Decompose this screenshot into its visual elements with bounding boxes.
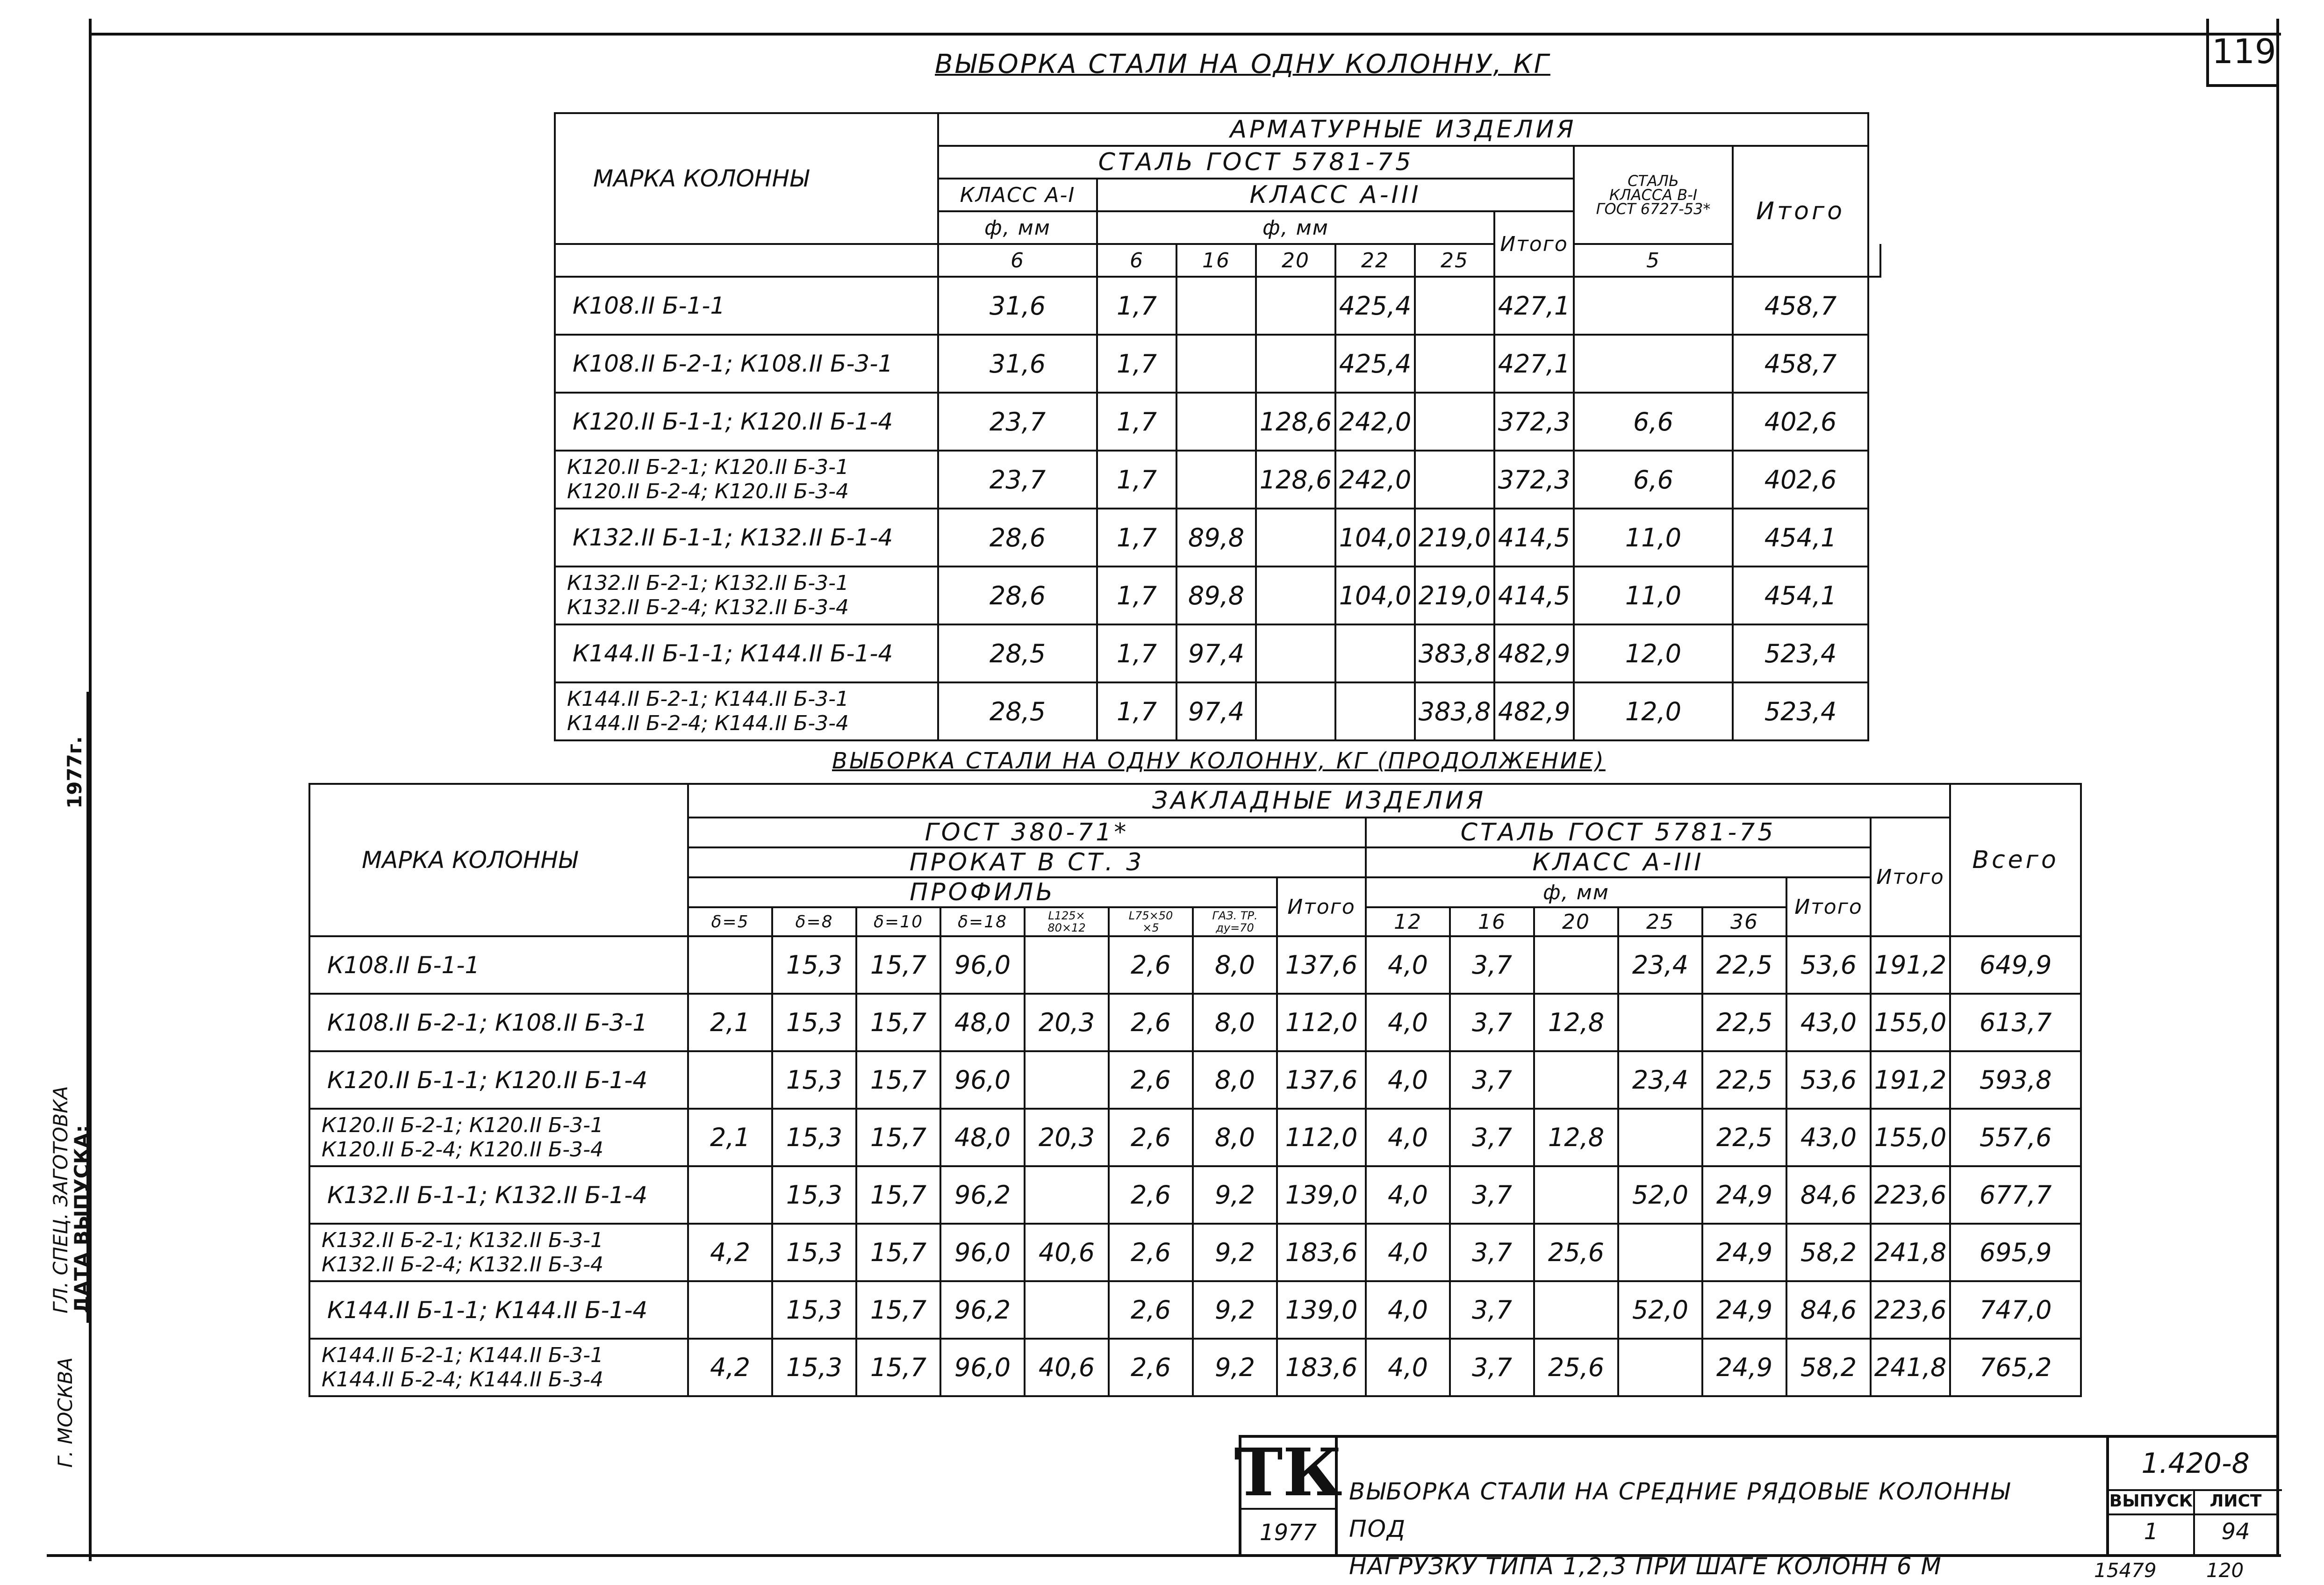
vypusk-label: ВЫПУСК	[2109, 1489, 2193, 1515]
value-cell: 6,6	[1574, 393, 1733, 451]
value-cell: 4,0	[1366, 1339, 1450, 1396]
value-cell	[1335, 682, 1415, 740]
value-cell	[1618, 1224, 1702, 1281]
t2-profile-col: δ=5	[688, 907, 772, 936]
list-value: 94	[2221, 1519, 2250, 1545]
value-cell	[1176, 393, 1256, 451]
t2-itogo-prof-header: Итого	[1277, 877, 1366, 936]
value-cell: 191,2	[1871, 1051, 1950, 1109]
value-cell: 402,6	[1733, 451, 1868, 509]
value-cell: 12,8	[1534, 1109, 1618, 1166]
t2-steel5781-header: СТАЛЬ ГОСТ 5781-75	[1366, 818, 1871, 847]
value-cell: 2,6	[1109, 1224, 1193, 1281]
value-cell	[1025, 936, 1109, 994]
value-cell: 40,6	[1025, 1224, 1109, 1281]
value-cell: 15,3	[772, 1166, 856, 1224]
value-cell: 104,0	[1335, 567, 1415, 624]
t2-profile-col: ГАЗ. ТР. ду=70	[1193, 907, 1277, 936]
vypusk-cell	[2106, 1489, 2195, 1557]
t1-group-header: АРМАТУРНЫЕ ИЗДЕЛИЯ	[938, 113, 1868, 146]
t1-diam-a3: 16	[1176, 244, 1256, 277]
value-cell	[1534, 936, 1618, 994]
t1-steel-b1-header: СТАЛЬ КЛАССА В-I ГОСТ 6727-53*	[1574, 146, 1733, 244]
value-cell: 97,4	[1176, 682, 1256, 740]
value-cell: 242,0	[1335, 393, 1415, 451]
t2-profile-col: δ=18	[940, 907, 1025, 936]
t2-itogo-a3-header: Итого	[1786, 877, 1871, 936]
value-cell: 2,6	[1109, 1339, 1193, 1396]
value-cell: 96,2	[940, 1166, 1025, 1224]
value-cell: 84,6	[1786, 1281, 1871, 1339]
table-row	[309, 1051, 2081, 1109]
value-cell: 15,3	[772, 936, 856, 994]
column-mark-cell: К108.II Б-1-1	[309, 936, 688, 994]
value-cell: 15,3	[772, 994, 856, 1051]
value-cell: 11,0	[1574, 567, 1733, 624]
city-label: Г. МОСКВА	[54, 1357, 77, 1468]
value-cell: 593,8	[1950, 1051, 2081, 1109]
stamp-description: ВЫБОРКА СТАЛИ НА СРЕДНИЕ РЯДОВЫЕ КОЛОННЫ ПОД НАГРУЗКУ ТИПА 1,2,3 ПРИ ШАГЕ КОЛОНН 6 М	[1349, 1478, 2011, 1580]
t2-group-header: ЗАКЛАДНЫЕ ИЗДЕЛИЯ	[688, 784, 1950, 818]
t2-mark-header: МАРКА КОЛОННЫ	[309, 784, 688, 936]
value-cell: 58,2	[1786, 1339, 1871, 1396]
value-cell: 3,7	[1450, 1281, 1534, 1339]
column-mark-cell: К120.II Б-2-1; К120.II Б-3-1 К120.II Б-2-4; К120.II Б-3-4	[555, 451, 938, 509]
value-cell: 765,2	[1950, 1339, 2081, 1396]
column-mark-cell: К144.II Б-1-1; К144.II Б-1-4	[555, 624, 938, 682]
value-cell	[1256, 277, 1335, 335]
value-cell: 12,0	[1574, 682, 1733, 740]
value-cell: 3,7	[1450, 1109, 1534, 1166]
value-cell: 23,7	[938, 393, 1097, 451]
value-cell	[1534, 1051, 1618, 1109]
column-mark-cell: К108.II Б-2-1; К108.II Б-3-1	[309, 994, 688, 1051]
value-cell: 53,6	[1786, 936, 1871, 994]
value-cell: 4,0	[1366, 1051, 1450, 1109]
t2-diam-col: 36	[1702, 907, 1786, 936]
sheet-number: 119	[2206, 19, 2279, 87]
value-cell	[1025, 1166, 1109, 1224]
t2-diam-col: 16	[1450, 907, 1534, 936]
value-cell	[688, 936, 772, 994]
value-cell: 112,0	[1277, 1109, 1366, 1166]
value-cell: 52,0	[1618, 1281, 1702, 1339]
column-mark-cell: К144.II Б-2-1; К144.II Б-3-1 К144.II Б-2-4; К144.II Б-3-4	[309, 1339, 688, 1396]
value-cell: 15,7	[856, 1339, 940, 1396]
value-cell: 383,8	[1415, 682, 1494, 740]
value-cell	[1256, 624, 1335, 682]
value-cell: 48,0	[940, 1109, 1025, 1166]
value-cell: 96,0	[940, 1051, 1025, 1109]
value-cell: 9,2	[1193, 1281, 1277, 1339]
value-cell: 15,7	[856, 1109, 940, 1166]
t1-phi-a1: ф, мм	[938, 211, 1097, 244]
value-cell	[1415, 393, 1494, 451]
value-cell: 1,7	[1097, 451, 1176, 509]
value-cell	[1176, 451, 1256, 509]
vypusk-value: 1	[2144, 1519, 2159, 1545]
value-cell: 112,0	[1277, 994, 1366, 1051]
value-cell: 454,1	[1733, 509, 1868, 567]
t2-profil-header: ПРОФИЛЬ	[688, 877, 1277, 907]
value-cell: 15,7	[856, 1166, 940, 1224]
value-cell: 15,7	[856, 994, 940, 1051]
value-cell: 219,0	[1415, 567, 1494, 624]
value-cell: 28,6	[938, 509, 1097, 567]
table-row	[555, 335, 1880, 393]
value-cell: 23,4	[1618, 936, 1702, 994]
value-cell: 96,0	[940, 1339, 1025, 1396]
value-cell: 458,7	[1733, 335, 1868, 393]
value-cell: 414,5	[1494, 509, 1574, 567]
value-cell: 2,1	[688, 1109, 772, 1166]
value-cell: 3,7	[1450, 1339, 1534, 1396]
value-cell: 28,5	[938, 682, 1097, 740]
value-cell: 2,6	[1109, 1281, 1193, 1339]
value-cell: 24,9	[1702, 1224, 1786, 1281]
t2-phi-header: ф, мм	[1366, 877, 1786, 907]
t1-total-header: Итого	[1733, 146, 1868, 277]
value-cell: 24,9	[1702, 1166, 1786, 1224]
value-cell: 3,7	[1450, 936, 1534, 994]
value-cell: 242,0	[1335, 451, 1415, 509]
value-cell: 96,2	[940, 1281, 1025, 1339]
value-cell: 137,6	[1277, 936, 1366, 994]
value-cell: 482,9	[1494, 624, 1574, 682]
value-cell	[1256, 335, 1335, 393]
value-cell: 15,3	[772, 1224, 856, 1281]
value-cell: 104,0	[1335, 509, 1415, 567]
value-cell	[1415, 335, 1494, 393]
value-cell: 4,0	[1366, 994, 1450, 1051]
value-cell: 425,4	[1335, 277, 1415, 335]
t2-diam-col: 12	[1366, 907, 1450, 936]
value-cell: 28,5	[938, 624, 1097, 682]
value-cell: 372,3	[1494, 451, 1574, 509]
value-cell	[1618, 1109, 1702, 1166]
column-mark-cell: К144.II Б-1-1; К144.II Б-1-4	[309, 1281, 688, 1339]
value-cell: 2,6	[1109, 936, 1193, 994]
value-cell: 1,7	[1097, 393, 1176, 451]
table-row	[555, 567, 1880, 624]
table-row	[309, 1281, 2081, 1339]
value-cell: 613,7	[1950, 994, 2081, 1051]
footer-right-number: 120	[2206, 1559, 2244, 1582]
t1-diam-b1: 5	[1574, 244, 1733, 277]
value-cell: 97,4	[1176, 624, 1256, 682]
t1-itogo-a3-header: Итого	[1494, 211, 1574, 277]
value-cell	[1256, 509, 1335, 567]
value-cell: 139,0	[1277, 1281, 1366, 1339]
footer-left-number: 15479	[2094, 1559, 2157, 1582]
t1-diam-a3: 6	[1097, 244, 1176, 277]
value-cell	[1335, 624, 1415, 682]
value-cell: 53,6	[1786, 1051, 1871, 1109]
column-mark-cell: К132.II Б-1-1; К132.II Б-1-4	[309, 1166, 688, 1224]
value-cell: 427,1	[1494, 335, 1574, 393]
value-cell: 4,0	[1366, 1281, 1450, 1339]
value-cell: 31,6	[938, 277, 1097, 335]
value-cell: 557,6	[1950, 1109, 2081, 1166]
table-row	[309, 1339, 2081, 1396]
t1-class-a3-header: КЛАСС А-III	[1097, 179, 1574, 211]
value-cell: 96,0	[940, 1224, 1025, 1281]
value-cell: 155,0	[1871, 994, 1950, 1051]
value-cell: 96,0	[940, 936, 1025, 994]
value-cell: 4,2	[688, 1224, 772, 1281]
value-cell: 8,0	[1193, 1051, 1277, 1109]
side-year: 1977г.	[63, 736, 86, 809]
value-cell: 425,4	[1335, 335, 1415, 393]
table-row	[555, 509, 1880, 567]
t2-class-a3-header: КЛАСС А-III	[1366, 847, 1871, 877]
table-row	[309, 936, 2081, 994]
t1-dummy	[555, 244, 938, 277]
value-cell: 383,8	[1415, 624, 1494, 682]
value-cell: 20,3	[1025, 994, 1109, 1051]
value-cell: 23,7	[938, 451, 1097, 509]
column-mark-cell: К108.II Б-1-1	[555, 277, 938, 335]
value-cell	[1025, 1281, 1109, 1339]
value-cell: 482,9	[1494, 682, 1574, 740]
t2-itogo-header: Итого	[1871, 818, 1950, 936]
value-cell: 22,5	[1702, 1109, 1786, 1166]
value-cell	[1574, 335, 1733, 393]
t2-diam-col: 20	[1534, 907, 1618, 936]
value-cell	[1025, 1051, 1109, 1109]
value-cell: 15,3	[772, 1109, 856, 1166]
value-cell: 4,0	[1366, 1166, 1450, 1224]
value-cell: 128,6	[1256, 451, 1335, 509]
value-cell: 15,3	[772, 1051, 856, 1109]
column-mark-cell: К108.II Б-2-1; К108.II Б-3-1	[555, 335, 938, 393]
value-cell: 241,8	[1871, 1224, 1950, 1281]
value-cell: 191,2	[1871, 936, 1950, 994]
table1-title: ВЫБОРКА СТАЛИ НА ОДНУ КОЛОННУ, КГ	[935, 49, 1550, 79]
value-cell: 649,9	[1950, 936, 2081, 994]
t2-profile-col: δ=10	[856, 907, 940, 936]
value-cell: 89,8	[1176, 567, 1256, 624]
value-cell: 747,0	[1950, 1281, 2081, 1339]
document-code: 1.420-8	[2106, 1438, 2282, 1491]
table1	[554, 112, 1881, 741]
value-cell: 9,2	[1193, 1224, 1277, 1281]
value-cell: 48,0	[940, 994, 1025, 1051]
value-cell: 183,6	[1277, 1224, 1366, 1281]
value-cell: 3,7	[1450, 994, 1534, 1051]
value-cell	[1618, 994, 1702, 1051]
table-row	[555, 451, 1880, 509]
value-cell: 1,7	[1097, 335, 1176, 393]
value-cell: 12,0	[1574, 624, 1733, 682]
value-cell: 414,5	[1494, 567, 1574, 624]
value-cell: 219,0	[1415, 509, 1494, 567]
value-cell: 223,6	[1871, 1281, 1950, 1339]
value-cell	[1415, 277, 1494, 335]
value-cell: 4,0	[1366, 1109, 1450, 1166]
value-cell	[1534, 1166, 1618, 1224]
t1-steel-gost-header: СТАЛЬ ГОСТ 5781-75	[938, 146, 1574, 179]
value-cell: 9,2	[1193, 1339, 1277, 1396]
value-cell: 2,6	[1109, 994, 1193, 1051]
table-row	[309, 1166, 2081, 1224]
value-cell: 4,2	[688, 1339, 772, 1396]
t1-diam-a3: 22	[1335, 244, 1415, 277]
side-label-date: ДАТА ВЫПУСКА:	[70, 1125, 93, 1313]
t1-mark-header: МАРКА КОЛОННЫ	[555, 113, 938, 244]
value-cell: 2,1	[688, 994, 772, 1051]
value-cell: 15,3	[772, 1281, 856, 1339]
t1-dummy2	[1868, 244, 1880, 277]
value-cell: 241,8	[1871, 1339, 1950, 1396]
list-cell	[2192, 1489, 2279, 1557]
frame-right-border	[2276, 19, 2279, 1556]
value-cell: 427,1	[1494, 277, 1574, 335]
value-cell: 24,9	[1702, 1281, 1786, 1339]
value-cell: 8,0	[1193, 994, 1277, 1051]
table-row	[555, 624, 1880, 682]
value-cell: 454,1	[1733, 567, 1868, 624]
table-row	[309, 994, 2081, 1051]
list-label: ЛИСТ	[2192, 1489, 2279, 1515]
value-cell: 4,0	[1366, 936, 1450, 994]
side-label-zagotovka: ГЛ. СПЕЦ. ЗАГОТОВКА	[49, 1086, 72, 1313]
value-cell	[1176, 335, 1256, 393]
t2-vsego-header: Всего	[1950, 784, 2081, 936]
value-cell	[1574, 277, 1733, 335]
value-cell: 155,0	[1871, 1109, 1950, 1166]
value-cell: 1,7	[1097, 567, 1176, 624]
value-cell: 6,6	[1574, 451, 1733, 509]
value-cell: 22,5	[1702, 1051, 1786, 1109]
column-mark-cell: К132.II Б-2-1; К132.II Б-3-1 К132.II Б-2-4; К132.II Б-3-4	[309, 1224, 688, 1281]
value-cell: 24,9	[1702, 1339, 1786, 1396]
value-cell: 402,6	[1733, 393, 1868, 451]
value-cell: 15,7	[856, 936, 940, 994]
t2-profile-col: L125× 80×12	[1025, 907, 1109, 936]
value-cell: 25,6	[1534, 1224, 1618, 1281]
value-cell	[1256, 682, 1335, 740]
t1-diam-a3: 20	[1256, 244, 1335, 277]
value-cell: 12,8	[1534, 994, 1618, 1051]
value-cell: 15,3	[772, 1339, 856, 1396]
value-cell: 139,0	[1277, 1166, 1366, 1224]
column-mark-cell: К132.II Б-2-1; К132.II Б-3-1 К132.II Б-2-4; К132.II Б-3-4	[555, 567, 938, 624]
value-cell: 372,3	[1494, 393, 1574, 451]
t1-diam-a3: 25	[1415, 244, 1494, 277]
t1-diam-a1: 6	[938, 244, 1097, 277]
value-cell: 84,6	[1786, 1166, 1871, 1224]
value-cell: 58,2	[1786, 1224, 1871, 1281]
value-cell: 15,7	[856, 1281, 940, 1339]
value-cell: 43,0	[1786, 994, 1871, 1051]
value-cell: 25,6	[1534, 1339, 1618, 1396]
value-cell: 3,7	[1450, 1051, 1534, 1109]
value-cell	[1415, 451, 1494, 509]
value-cell: 40,6	[1025, 1339, 1109, 1396]
stamp-year: 1977	[1241, 1508, 1338, 1557]
table2-title: ВЫБОРКА СТАЛИ НА ОДНУ КОЛОННУ, КГ (ПРОДОЛЖЕНИЕ)	[832, 748, 1606, 774]
tk-logo: ТК	[1234, 1434, 1342, 1511]
value-cell: 223,6	[1871, 1166, 1950, 1224]
table-row	[309, 1224, 2081, 1281]
value-cell: 3,7	[1450, 1166, 1534, 1224]
table-row	[309, 1109, 2081, 1166]
value-cell: 2,6	[1109, 1166, 1193, 1224]
value-cell: 20,3	[1025, 1109, 1109, 1166]
value-cell: 28,6	[938, 567, 1097, 624]
t2-profile-col: L75×50 ×5	[1109, 907, 1193, 936]
value-cell: 183,6	[1277, 1339, 1366, 1396]
value-cell: 3,7	[1450, 1224, 1534, 1281]
value-cell	[688, 1166, 772, 1224]
value-cell: 2,6	[1109, 1109, 1193, 1166]
value-cell	[1534, 1281, 1618, 1339]
value-cell: 89,8	[1176, 509, 1256, 567]
table-row	[555, 682, 1880, 740]
value-cell: 9,2	[1193, 1166, 1277, 1224]
value-cell	[1176, 277, 1256, 335]
value-cell: 8,0	[1193, 936, 1277, 994]
t1-class-a1-header: КЛАСС А-I	[938, 179, 1097, 211]
value-cell: 695,9	[1950, 1224, 2081, 1281]
value-cell: 523,4	[1733, 624, 1868, 682]
value-cell: 137,6	[1277, 1051, 1366, 1109]
side-stamp	[44, 692, 93, 1323]
value-cell	[688, 1281, 772, 1339]
value-cell	[688, 1051, 772, 1109]
table-row	[555, 393, 1880, 451]
value-cell: 2,6	[1109, 1051, 1193, 1109]
value-cell: 1,7	[1097, 509, 1176, 567]
value-cell: 458,7	[1733, 277, 1868, 335]
t2-diam-col: 25	[1618, 907, 1702, 936]
value-cell: 52,0	[1618, 1166, 1702, 1224]
value-cell: 8,0	[1193, 1109, 1277, 1166]
t2-gost380-header: ГОСТ 380-71*	[688, 818, 1366, 847]
value-cell: 1,7	[1097, 624, 1176, 682]
value-cell: 22,5	[1702, 936, 1786, 994]
value-cell: 43,0	[1786, 1109, 1871, 1166]
value-cell: 677,7	[1950, 1166, 2081, 1224]
table2	[308, 783, 2082, 1397]
value-cell: 22,5	[1702, 994, 1786, 1051]
value-cell: 1,7	[1097, 682, 1176, 740]
column-mark-cell: К132.II Б-1-1; К132.II Б-1-4	[555, 509, 938, 567]
value-cell: 1,7	[1097, 277, 1176, 335]
column-mark-cell: К120.II Б-1-1; К120.II Б-1-4	[309, 1051, 688, 1109]
value-cell	[1618, 1339, 1702, 1396]
column-mark-cell: К120.II Б-1-1; К120.II Б-1-4	[555, 393, 938, 451]
column-mark-cell: К120.II Б-2-1; К120.II Б-3-1 К120.II Б-2-4; К120.II Б-3-4	[309, 1109, 688, 1166]
value-cell: 31,6	[938, 335, 1097, 393]
table-row	[555, 277, 1880, 335]
t1-phi-a3: ф, мм	[1097, 211, 1494, 244]
value-cell: 4,0	[1366, 1224, 1450, 1281]
column-mark-cell: К144.II Б-2-1; К144.II Б-3-1 К144.II Б-2-4; К144.II Б-3-4	[555, 682, 938, 740]
t2-profile-col: δ=8	[772, 907, 856, 936]
value-cell: 15,7	[856, 1051, 940, 1109]
value-cell: 15,7	[856, 1224, 940, 1281]
value-cell: 128,6	[1256, 393, 1335, 451]
value-cell: 11,0	[1574, 509, 1733, 567]
value-cell: 523,4	[1733, 682, 1868, 740]
t2-prokat-header: ПРОКАТ В СТ. 3	[688, 847, 1366, 877]
value-cell: 23,4	[1618, 1051, 1702, 1109]
value-cell	[1256, 567, 1335, 624]
